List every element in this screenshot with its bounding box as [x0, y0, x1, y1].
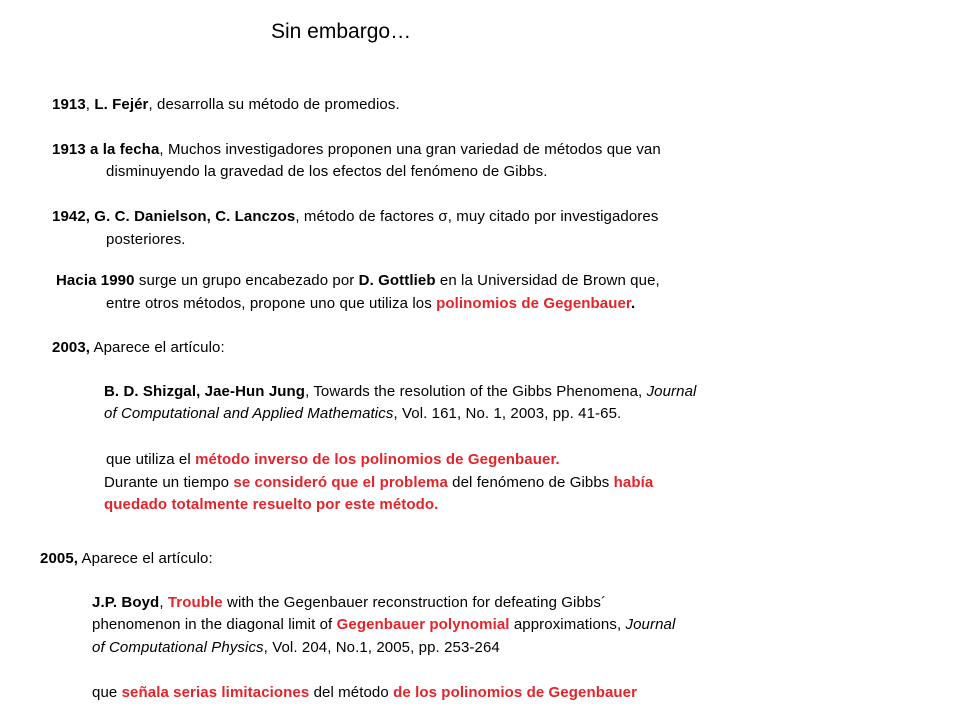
danielson-line-2: posteriores.	[106, 231, 186, 248]
resolved-line-1	[104, 474, 653, 492]
article-2005-text: Aparece el artículo:	[78, 550, 213, 567]
fejer-sep: ,	[85, 96, 95, 113]
shizgal-ref-line-2	[104, 405, 621, 423]
inverse-method-line	[106, 451, 560, 469]
limitations-red-2: de los polinomios de Gegenbauer	[393, 684, 638, 701]
danielson-text: , método de factores σ, muy citado por investigadores	[295, 208, 659, 225]
shizgal-details: , Vol. 161, No. 1, 2003, pp. 41-65.	[393, 405, 622, 422]
resolved-red-1: se consideró que el problema	[233, 474, 448, 491]
inverse-method-red: método inverso de los polinomios de Gegenbauer.	[195, 451, 560, 468]
danielson-line-1	[52, 208, 658, 226]
boyd-title-3: approximations,	[509, 616, 626, 633]
boyd-author: J.P. Boyd	[92, 594, 160, 611]
gottlieb-line-1	[56, 272, 660, 290]
slide-title: Sin embargo…	[271, 20, 412, 43]
resolved-text-2: del fenómeno de Gibbs	[447, 474, 614, 491]
shizgal-journal-2: of Computational and Applied Mathematics	[104, 405, 394, 422]
shizgal-authors: B. D. Shizgal, Jae-Hun Jung	[104, 383, 306, 400]
boyd-ref-line-3	[92, 639, 500, 657]
shizgal-journal-1: Journal	[646, 383, 697, 400]
danielson-authors: 1942, G. C. Danielson, C. Lanczos	[52, 208, 296, 225]
gottlieb-author: D. Gottlieb	[358, 272, 436, 289]
limitations-text-1: que	[92, 684, 122, 701]
to-date-line-1	[52, 141, 661, 159]
boyd-journal-1: Journal	[625, 616, 676, 633]
boyd-title-2: phenomenon in the diagonal limit of	[92, 616, 337, 633]
article-2005-line	[40, 550, 213, 568]
fejer-line	[52, 96, 400, 114]
limitations-line	[92, 684, 637, 702]
to-date-line-2: disminuyendo la gravedad de los efectos del fenómeno de Gibbs.	[106, 163, 548, 180]
resolved-line-2: quedado totalmente resuelto por este método.	[104, 496, 439, 513]
boyd-journal-2: of Computational Physics	[92, 639, 264, 656]
gottlieb-text-3: entre otros métodos, propone uno que utiliza los	[106, 295, 437, 312]
gottlieb-text-2: en la Universidad de Brown que,	[435, 272, 660, 289]
boyd-details: , Vol. 204, No.1, 2005, pp. 253-264	[263, 639, 500, 656]
boyd-ref-line-1	[92, 594, 606, 612]
boyd-ref-line-2	[92, 616, 675, 634]
fejer-author: L. Fejér	[94, 96, 149, 113]
resolved-red-2: había	[613, 474, 654, 491]
shizgal-ref-line-1	[104, 383, 696, 401]
article-2003-text: Aparece el artículo:	[90, 339, 225, 356]
boyd-polynomial: Gegenbauer polynomial	[336, 616, 510, 633]
gottlieb-period: .	[631, 295, 636, 312]
fejer-year: 1913	[52, 96, 86, 113]
article-2003-line	[52, 339, 225, 357]
gottlieb-line-2	[106, 295, 635, 313]
article-2003-year: 2003,	[52, 339, 91, 356]
boyd-title-1: with the Gegenbauer reconstruction for defeating Gibbs´	[222, 594, 607, 611]
article-2005-year: 2005,	[40, 550, 79, 567]
gottlieb-year: Hacia 1990	[56, 272, 135, 289]
boyd-sep: ,	[159, 594, 168, 611]
gottlieb-red-term: polinomios de Gegenbauer	[436, 295, 632, 312]
boyd-trouble: Trouble	[167, 594, 223, 611]
limitations-text-2: del método	[309, 684, 394, 701]
inverse-method-text: que utiliza el	[106, 451, 196, 468]
limitations-red-1: señala serias limitaciones	[121, 684, 310, 701]
resolved-text-1: Durante un tiempo	[104, 474, 234, 491]
to-date-label: 1913 a la fecha	[52, 141, 160, 158]
gottlieb-text-1: surge un grupo encabezado por	[134, 272, 359, 289]
shizgal-title: , Towards the resolution of the Gibbs Phenomena,	[305, 383, 647, 400]
fejer-text: , desarrolla su método de promedios.	[148, 96, 400, 113]
to-date-text: , Muchos investigadores proponen una gran variedad de métodos que van	[159, 141, 661, 158]
